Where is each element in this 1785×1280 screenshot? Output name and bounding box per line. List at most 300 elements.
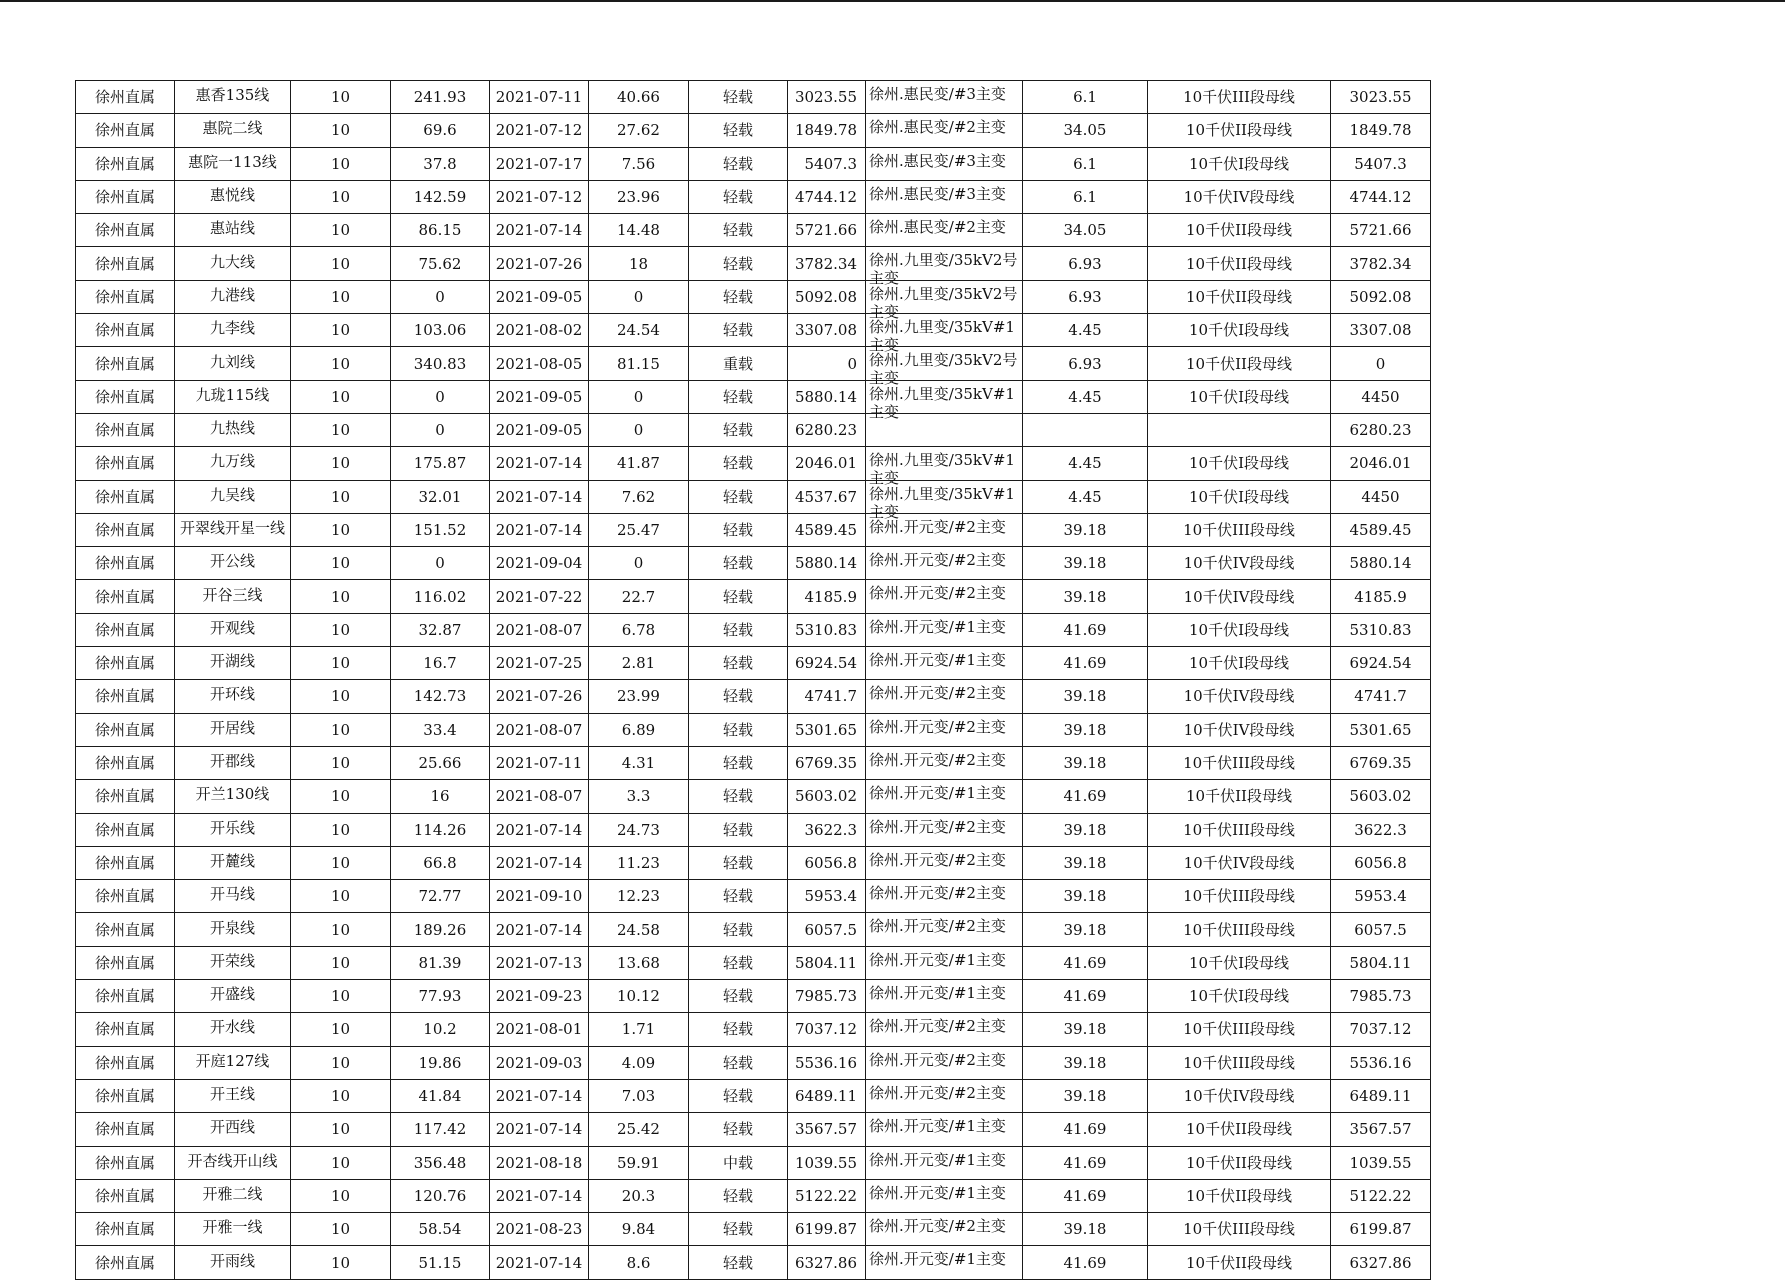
transformer-load-cell [1023, 1046, 1148, 1079]
line-name-text: 开麓线 [209, 851, 255, 870]
load-rate-cell [589, 780, 689, 813]
company-text: 徐州直属 [94, 720, 155, 739]
company-text: 徐州直属 [94, 387, 155, 406]
voltage-text: 10 [330, 1020, 351, 1039]
substation-cell [866, 547, 1023, 580]
transformer-load-cell [1023, 314, 1148, 347]
load-state-text: 重载 [722, 354, 753, 373]
voltage-cell [291, 746, 391, 779]
available-capacity-cell [1331, 846, 1431, 879]
bus-text: 10千伏IV段母线 [1183, 687, 1295, 706]
date-text: 2021-07-14 [495, 521, 583, 539]
date-text: 2021-09-05 [495, 387, 583, 406]
bus-cell [1148, 713, 1331, 746]
bus-cell [1148, 114, 1331, 147]
load-state-cell [689, 1179, 788, 1212]
line-name-cell [175, 1046, 291, 1079]
capacity-text: 1849.78 [794, 121, 857, 140]
bus-cell [1148, 680, 1331, 713]
transformer-load-text: 4.45 [1068, 387, 1102, 406]
load-rate-cell [589, 1013, 689, 1046]
transformer-load-text: 41.69 [1063, 620, 1107, 639]
bus-text: 10千伏II段母线 [1186, 354, 1292, 373]
capacity-cell [788, 746, 866, 779]
load-rate-text: 4.09 [621, 1053, 656, 1072]
available-capacity-cell [1331, 746, 1431, 779]
bus-text: 10千伏III段母线 [1183, 521, 1295, 539]
company-cell [76, 746, 175, 779]
line-name-cell [175, 547, 291, 580]
voltage-cell [291, 114, 391, 147]
transformer-load-text: 6.93 [1068, 254, 1102, 273]
line-name-text: 惠院一113线 [188, 152, 277, 171]
load-state-text: 轻载 [722, 1020, 753, 1039]
load-state-cell [689, 314, 788, 347]
date-cell [490, 280, 589, 313]
transformer-load-text: 4.45 [1068, 487, 1102, 506]
table-row [76, 680, 1431, 713]
line-name-text: 开谷三线 [202, 585, 263, 604]
bus-cell [1148, 880, 1331, 913]
max-current-text: 25.66 [418, 754, 462, 773]
load-state-text: 轻载 [722, 587, 753, 606]
transformer-load-cell [1023, 613, 1148, 646]
voltage-cell [291, 280, 391, 313]
transformer-load-cell [1023, 214, 1148, 247]
line-name-cell [175, 713, 291, 746]
bus-cell [1148, 280, 1331, 313]
line-name-text: 开翠线开星一线 [179, 519, 285, 537]
max-current-cell [391, 280, 490, 313]
available-capacity-text: 6489.11 [1349, 1087, 1412, 1106]
company-cell [76, 880, 175, 913]
max-current-cell [391, 680, 490, 713]
available-capacity-cell [1331, 114, 1431, 147]
available-capacity-text: 3307.08 [1349, 321, 1412, 340]
substation-text: 徐州.惠民变/#2主变 [869, 218, 1006, 237]
company-cell [76, 780, 175, 813]
capacity-cell [788, 280, 866, 313]
line-name-cell [175, 580, 291, 613]
date-text: 2021-07-12 [495, 121, 583, 140]
voltage-cell [291, 413, 391, 446]
voltage-text: 10 [330, 620, 351, 639]
company-text: 徐州直属 [94, 287, 155, 306]
available-capacity-text: 7037.12 [1349, 1020, 1412, 1039]
load-rate-text: 0 [633, 387, 644, 406]
max-current-text: 32.01 [418, 487, 462, 506]
available-capacity-cell [1331, 680, 1431, 713]
max-current-cell [391, 81, 490, 114]
load-state-cell [689, 746, 788, 779]
capacity-cell [788, 980, 866, 1013]
transformer-load-text: 6.1 [1073, 188, 1097, 207]
max-current-cell [391, 1113, 490, 1146]
max-current-cell [391, 1213, 490, 1246]
substation-text: 徐州.九里变/35kV#1主变 [869, 451, 1015, 488]
substation-text: 徐州.开元变/#2主变 [869, 1050, 1006, 1069]
load-state-text: 轻载 [722, 787, 753, 806]
voltage-cell [291, 380, 391, 413]
transformer-load-cell [1023, 1179, 1148, 1212]
max-current-text: 175.87 [413, 454, 467, 473]
date-text: 2021-09-05 [495, 287, 583, 306]
load-state-cell [689, 680, 788, 713]
date-cell [490, 214, 589, 247]
voltage-cell [291, 547, 391, 580]
capacity-cell [788, 480, 866, 513]
table-row [76, 480, 1431, 513]
max-current-text: 81.39 [418, 953, 462, 972]
date-text: 2021-08-07 [495, 620, 583, 639]
company-text: 徐州直属 [94, 587, 155, 606]
transformer-load-cell [1023, 1246, 1148, 1279]
available-capacity-text: 2046.01 [1349, 454, 1412, 473]
voltage-cell [291, 1079, 391, 1112]
max-current-cell [391, 1013, 490, 1046]
max-current-text: 0 [435, 421, 445, 440]
load-state-text: 轻载 [722, 920, 753, 939]
transformer-load-text: 41.69 [1063, 1153, 1107, 1172]
line-name-cell [175, 413, 291, 446]
date-cell [490, 1113, 589, 1146]
load-state-cell [689, 547, 788, 580]
max-current-text: 33.4 [423, 720, 457, 739]
date-cell [490, 81, 589, 114]
line-name-text: 开西线 [209, 1118, 255, 1137]
capacity-text: 0 [847, 354, 857, 373]
voltage-text: 10 [330, 687, 351, 706]
substation-text: 徐州.开元变/#1主变 [869, 1117, 1006, 1136]
substation-text: 徐州.开元变/#2主变 [869, 584, 1006, 603]
available-capacity-text: 6280.23 [1349, 421, 1412, 440]
bus-cell [1148, 447, 1331, 480]
date-text: 2021-08-18 [495, 1153, 583, 1172]
company-text: 徐州直属 [94, 920, 155, 939]
available-capacity-text: 4185.9 [1354, 587, 1407, 606]
max-current-text: 241.93 [413, 88, 467, 107]
max-current-text: 69.6 [423, 121, 457, 140]
max-current-text: 356.48 [413, 1153, 467, 1172]
bus-cell [1148, 314, 1331, 347]
load-state-cell [689, 1013, 788, 1046]
load-state-cell [689, 846, 788, 879]
table-row [76, 647, 1431, 680]
company-text: 徐州直属 [94, 1153, 155, 1172]
transformer-load-text: 6.93 [1068, 287, 1102, 306]
available-capacity-cell [1331, 1179, 1431, 1212]
load-state-text: 轻载 [722, 121, 753, 140]
date-cell [490, 1013, 589, 1046]
substation-text: 徐州.开元变/#2主变 [869, 551, 1006, 570]
capacity-text: 6769.35 [794, 754, 857, 773]
voltage-text: 10 [330, 254, 351, 273]
max-current-cell [391, 114, 490, 147]
bus-cell [1148, 980, 1331, 1013]
max-current-text: 189.26 [413, 920, 467, 939]
capacity-cell [788, 214, 866, 247]
substation-text: 徐州.开元变/#1主变 [869, 617, 1006, 636]
date-cell [490, 713, 589, 746]
capacity-cell [788, 613, 866, 646]
capacity-text: 2046.01 [794, 454, 857, 473]
bus-cell [1148, 513, 1331, 546]
available-capacity-text: 3023.55 [1349, 88, 1412, 107]
date-text: 2021-07-14 [495, 1186, 583, 1205]
capacity-cell [788, 780, 866, 813]
substation-text: 徐州.九里变/35kV2号主变 [869, 284, 1018, 321]
max-current-cell [391, 946, 490, 979]
max-current-text: 151.52 [413, 521, 467, 539]
company-cell [76, 680, 175, 713]
company-text: 徐州直属 [94, 154, 155, 173]
date-text: 2021-07-14 [495, 1087, 583, 1106]
bus-cell [1148, 946, 1331, 979]
transformer-load-cell [1023, 780, 1148, 813]
date-cell [490, 647, 589, 680]
max-current-text: 32.87 [418, 620, 462, 639]
company-text: 徐州直属 [94, 188, 155, 207]
substation-text: 徐州.九里变/35kV#1主变 [869, 384, 1015, 421]
load-rate-cell [589, 1146, 689, 1179]
company-cell [76, 347, 175, 380]
line-name-cell [175, 1213, 291, 1246]
capacity-text: 7985.73 [794, 987, 857, 1006]
table-row [76, 780, 1431, 813]
voltage-text: 10 [330, 487, 351, 506]
load-state-cell [689, 1146, 788, 1179]
company-cell [76, 1146, 175, 1179]
transformer-load-text: 39.18 [1063, 587, 1107, 606]
voltage-text: 10 [330, 1220, 351, 1239]
load-rate-text: 4.31 [621, 754, 656, 773]
date-cell [490, 1079, 589, 1112]
max-current-text: 75.62 [418, 254, 462, 273]
bus-text: 10千伏IV段母线 [1183, 720, 1295, 739]
date-cell [490, 114, 589, 147]
transformer-load-text: 39.18 [1063, 920, 1107, 939]
company-text: 徐州直属 [94, 987, 155, 1006]
capacity-cell [788, 413, 866, 446]
load-rate-cell [589, 580, 689, 613]
voltage-cell [291, 214, 391, 247]
table-row [76, 713, 1431, 746]
max-current-text: 116.02 [413, 587, 467, 606]
voltage-text: 10 [330, 587, 351, 606]
company-text: 徐州直属 [94, 254, 155, 273]
company-text: 徐州直属 [94, 687, 155, 706]
line-name-cell [175, 147, 291, 180]
bus-text: 10千伏I段母线 [1188, 987, 1289, 1006]
load-rate-cell [589, 880, 689, 913]
available-capacity-text: 5122.22 [1349, 1186, 1412, 1205]
load-state-text: 轻载 [722, 620, 753, 639]
transformer-load-cell [1023, 946, 1148, 979]
substation-cell [866, 1246, 1023, 1279]
company-text: 徐州直属 [94, 121, 155, 140]
table-row [76, 214, 1431, 247]
transformer-load-text: 4.45 [1068, 454, 1102, 473]
load-rate-text: 22.7 [621, 587, 656, 606]
transformer-load-cell [1023, 880, 1148, 913]
company-cell [76, 713, 175, 746]
company-cell [76, 647, 175, 680]
load-state-cell [689, 647, 788, 680]
available-capacity-cell [1331, 880, 1431, 913]
max-current-text: 340.83 [413, 354, 467, 373]
table-row [76, 1113, 1431, 1146]
load-state-text: 轻载 [722, 521, 753, 539]
max-current-cell [391, 647, 490, 680]
capacity-text: 4744.12 [794, 188, 857, 207]
load-state-text: 轻载 [722, 887, 753, 906]
capacity-cell [788, 1046, 866, 1079]
transformer-load-cell [1023, 1079, 1148, 1112]
voltage-text: 10 [330, 1186, 351, 1205]
transformer-load-cell [1023, 980, 1148, 1013]
available-capacity-cell [1331, 1246, 1431, 1279]
load-state-text: 轻载 [722, 687, 753, 706]
date-cell [490, 746, 589, 779]
transformer-load-cell [1023, 280, 1148, 313]
bus-text: 10千伏III段母线 [1183, 887, 1295, 906]
load-state-text: 轻载 [722, 1053, 753, 1072]
bus-cell [1148, 380, 1331, 413]
date-cell [490, 547, 589, 580]
available-capacity-text: 7985.73 [1349, 987, 1412, 1006]
date-text: 2021-09-23 [495, 987, 583, 1006]
table-row [76, 580, 1431, 613]
capacity-text: 4185.9 [804, 587, 857, 606]
voltage-cell [291, 513, 391, 546]
voltage-text: 10 [330, 853, 351, 872]
line-name-text: 开雅一线 [202, 1218, 263, 1237]
substation-cell [866, 513, 1023, 546]
transformer-load-text: 4.45 [1068, 321, 1102, 340]
date-cell [490, 147, 589, 180]
load-rate-cell [589, 980, 689, 1013]
capacity-text: 5092.08 [794, 287, 857, 306]
load-rate-cell [589, 1046, 689, 1079]
company-text: 徐州直属 [94, 787, 155, 806]
load-state-cell [689, 813, 788, 846]
available-capacity-text: 5721.66 [1349, 221, 1412, 240]
transformer-load-text: 6.1 [1073, 154, 1097, 173]
load-state-text: 轻载 [722, 321, 753, 340]
bus-text: 10千伏I段母线 [1188, 154, 1289, 173]
date-cell [490, 1246, 589, 1279]
company-cell [76, 946, 175, 979]
load-rate-text: 25.47 [617, 521, 660, 539]
max-current-cell [391, 1046, 490, 1079]
substation-cell [866, 1213, 1023, 1246]
date-text: 2021-07-14 [495, 920, 583, 939]
load-state-text: 轻载 [722, 1253, 753, 1272]
capacity-text: 5804.11 [794, 953, 857, 972]
bus-cell [1148, 214, 1331, 247]
available-capacity-text: 6327.86 [1349, 1253, 1412, 1272]
load-rate-cell [589, 180, 689, 213]
capacity-cell [788, 247, 866, 280]
table-row [76, 1046, 1431, 1079]
table-row [76, 1213, 1431, 1246]
load-rate-cell [589, 1113, 689, 1146]
date-text: 2021-07-11 [495, 754, 583, 773]
capacity-text: 3567.57 [794, 1120, 857, 1139]
capacity-text: 6280.23 [794, 421, 857, 440]
line-name-cell [175, 846, 291, 879]
voltage-cell [291, 813, 391, 846]
date-cell [490, 613, 589, 646]
line-name-cell [175, 680, 291, 713]
available-capacity-text: 6057.5 [1354, 920, 1407, 939]
available-capacity-cell [1331, 314, 1431, 347]
max-current-cell [391, 813, 490, 846]
table-row [76, 946, 1431, 979]
voltage-text: 10 [330, 754, 351, 773]
line-name-cell [175, 1013, 291, 1046]
date-text: 2021-07-14 [495, 820, 583, 839]
load-rate-cell [589, 147, 689, 180]
available-capacity-cell [1331, 513, 1431, 546]
date-cell [490, 380, 589, 413]
company-cell [76, 114, 175, 147]
date-text: 2021-07-12 [495, 188, 583, 207]
company-text: 徐州直属 [94, 1220, 155, 1239]
capacity-cell [788, 680, 866, 713]
voltage-text: 10 [330, 987, 351, 1006]
load-rate-cell [589, 114, 689, 147]
max-current-cell [391, 447, 490, 480]
substation-text: 徐州.惠民变/#2主变 [869, 118, 1006, 137]
voltage-text: 10 [330, 321, 351, 340]
capacity-cell [788, 447, 866, 480]
load-state-cell [689, 147, 788, 180]
line-name-text: 开马线 [209, 885, 255, 904]
company-cell [76, 580, 175, 613]
company-cell [76, 180, 175, 213]
substation-cell [866, 813, 1023, 846]
load-rate-text: 41.87 [617, 454, 660, 473]
voltage-text: 10 [330, 121, 351, 140]
available-capacity-text: 5603.02 [1349, 787, 1412, 806]
company-text: 徐州直属 [94, 88, 155, 107]
voltage-cell [291, 81, 391, 114]
available-capacity-text: 3622.3 [1354, 820, 1407, 839]
line-name-cell [175, 647, 291, 680]
capacity-text: 6199.87 [794, 1220, 857, 1239]
load-state-text: 轻载 [722, 853, 753, 872]
voltage-cell [291, 580, 391, 613]
available-capacity-cell [1331, 1146, 1431, 1179]
date-text: 2021-08-23 [495, 1220, 583, 1239]
date-text: 2021-07-14 [495, 454, 583, 473]
date-cell [490, 913, 589, 946]
load-rate-cell [589, 613, 689, 646]
max-current-text: 66.8 [423, 853, 457, 872]
bus-text: 10千伏IV段母线 [1183, 1087, 1295, 1106]
company-text: 徐州直属 [94, 221, 155, 240]
substation-text: 徐州.开元变/#1主变 [869, 950, 1006, 969]
company-cell [76, 214, 175, 247]
available-capacity-text: 4741.7 [1354, 687, 1407, 706]
transformer-load-cell [1023, 81, 1148, 114]
line-name-cell [175, 880, 291, 913]
load-rate-text: 40.66 [617, 88, 660, 107]
transformer-load-cell [1023, 680, 1148, 713]
load-state-cell [689, 513, 788, 546]
transformer-load-cell [1023, 580, 1148, 613]
